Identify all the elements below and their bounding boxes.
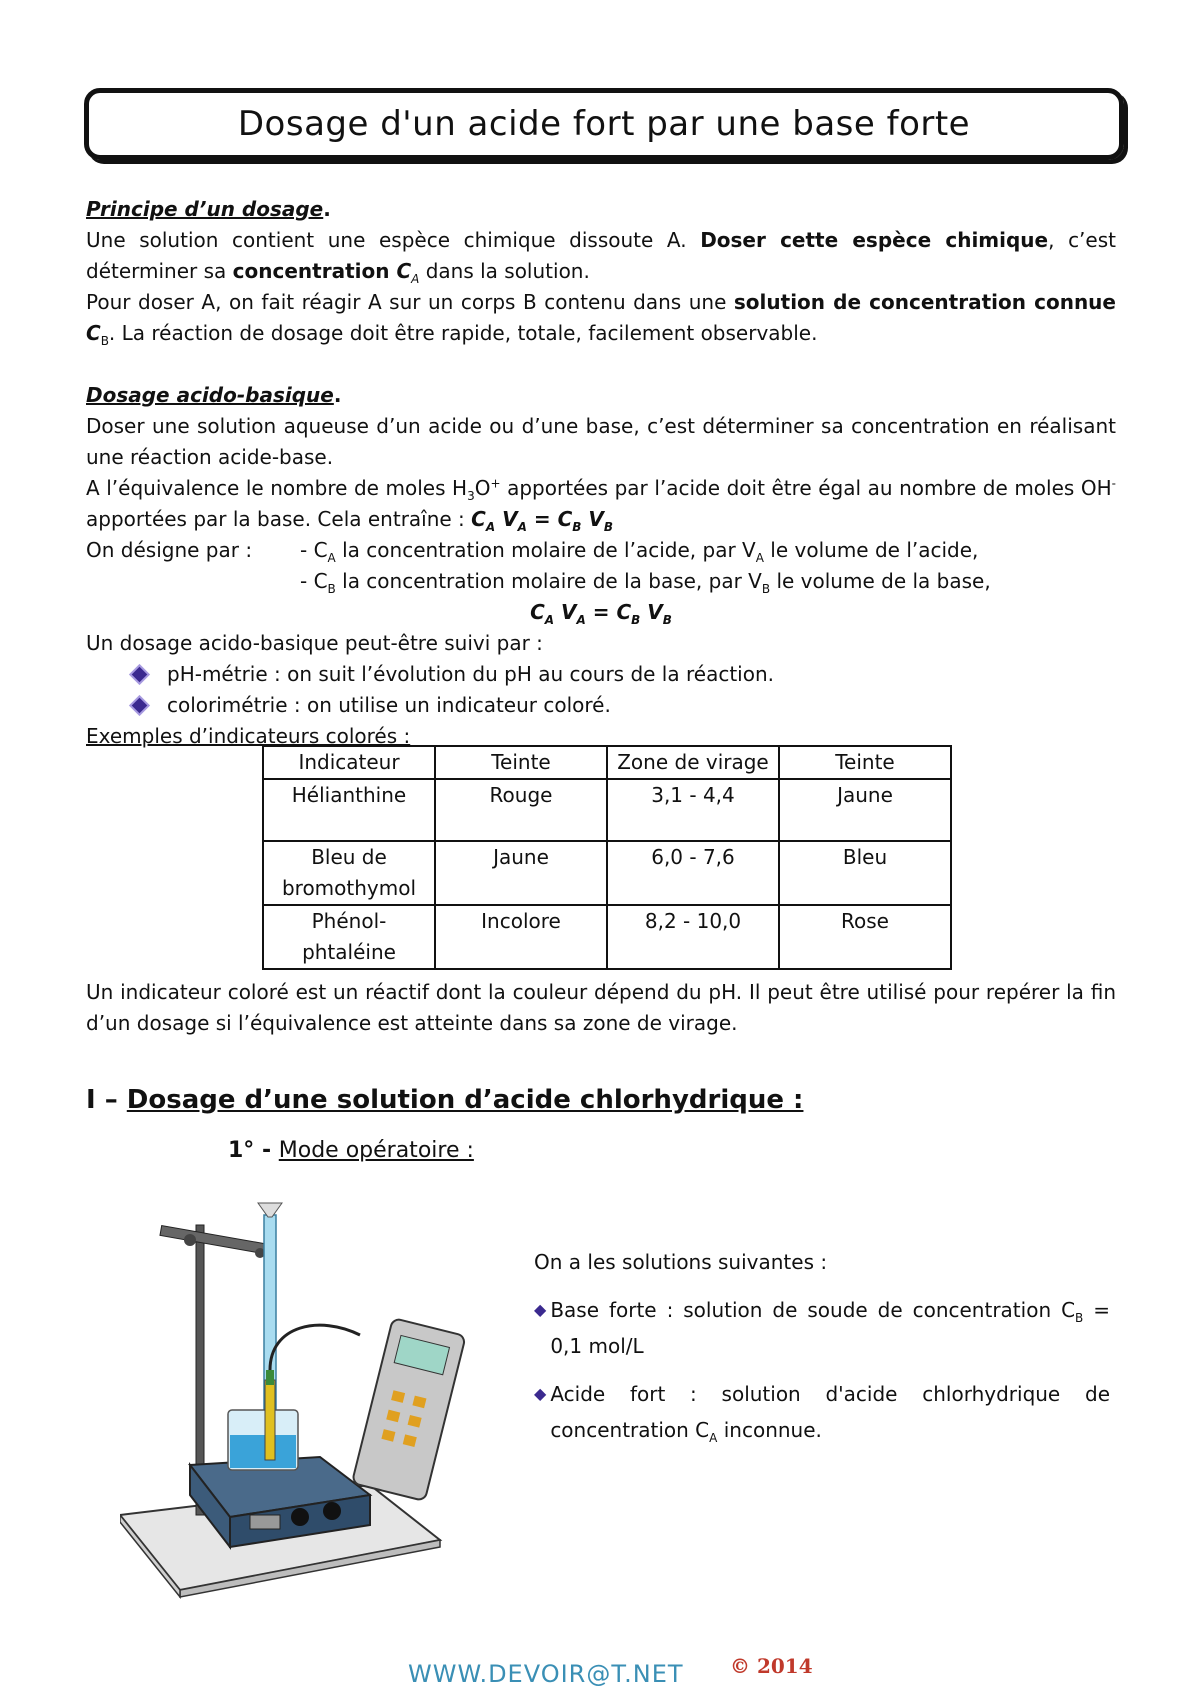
table-cell: Bleu de bromothymol — [263, 841, 435, 905]
superscript: - — [1111, 476, 1116, 491]
table-row — [263, 779, 951, 841]
table-cell: Hélianthine — [263, 779, 435, 841]
title-box — [84, 88, 1124, 160]
principe-text: dans la solution. — [419, 259, 590, 283]
table-cell: Rose — [779, 905, 951, 969]
table-row — [263, 841, 951, 905]
text: A l’équivalence le nombre de moles H — [86, 476, 468, 500]
table-header: Indicateur — [263, 746, 435, 779]
diamond-bullet-icon — [132, 698, 148, 714]
formula-centered: $C_A$ $V_A = C_B$ $V_B$ — [530, 600, 672, 627]
symbol-c: C — [396, 259, 412, 283]
text: O — [474, 476, 491, 500]
subsection-title: Mode opératoire : — [278, 1138, 474, 1163]
indicator-description: Un indicateur coloré est un réactif dont la couleur dépend du pH. Il peut être utilisé pour repérer la fin d’un dosage si l’équivalence est atteinte dans sa zone de virage. — [86, 980, 1116, 1035]
section-heading: I – Dosage d’une solution d’acide chlorhydrique : — [86, 1085, 804, 1115]
table-cell: Incolore — [435, 905, 607, 969]
table-header: Teinte — [779, 746, 951, 779]
principe-bold: concentration — [232, 259, 397, 283]
table-cell: Rouge — [435, 779, 607, 841]
acidobase-p1: Doser une solution aqueuse d’un acide ou d’une base, c’est déterminer sa concentration en réalisant une réaction acide-base. — [86, 414, 1116, 469]
page-title: Dosage d'un acide fort par une base forte — [237, 104, 971, 144]
subsection-heading: 1° - Mode opératoire : — [228, 1138, 474, 1163]
acidobase-heading: Dosage acido-basique — [86, 383, 334, 407]
principe-text: Une solution contient une espèce chimique dissoute A. — [86, 228, 701, 252]
solutions-intro: On a les solutions suivantes : — [534, 1250, 828, 1274]
principe-text: . La réaction de dosage doit être rapide, totale, facilement observable. — [108, 321, 818, 345]
solution-item: ◆ Acide fort : solution d'acide chlorhydrique de concentration $C_A$ inconnue. — [534, 1376, 1110, 1448]
footer-copyright: © 2014 — [730, 1654, 813, 1678]
principe-text: , c’est déterminer sa — [86, 228, 1116, 283]
designe-item-2: - $C_B$ la concentration molaire de la base, par $V_B$ le volume de la base, — [300, 569, 991, 596]
table-cell: Jaune — [779, 779, 951, 841]
diamond-bullet-icon: ◆ — [534, 1384, 547, 1403]
suivi-text: Un dosage acido-basique peut-être suivi par : — [86, 631, 543, 655]
table-cell: 3,1 - 4,4 — [607, 779, 779, 841]
solutions-block — [534, 1244, 1110, 1448]
principe-heading: Principe d’un dosage — [86, 197, 324, 221]
acidobase-section: Dosage acido-basique. Doser une solution aqueuse d’un acide ou d’une base, c’est déterminer sa concentration en réalisant une réaction acide-base. A l’équivalence le nombre de moles $H_3O^+$ apportées par l’acide doit être égal au nombre de moles OH- apportées par la base. Cela entraîne : $C_A$ $V_A = C_B$ $V_B$ On désigne par : - $C_A$ la concentration molaire de l’acide, par $V_A$ le volume de l’acide, - $C_B$ la concentration molaire de la base, par $V_B$ le volume de la base, $C_A$ $V_A = C_B$ $V_B$ Un dosage acido-basique peut-être suivi par : pH-métrie : on suit l’évolution du pH au cours de la réaction. colorimétrie : on utilise un indicateur coloré. Exemples d’indicateurs colorés : — [86, 383, 1116, 748]
table-cell: 8,2 - 10,0 — [607, 905, 779, 969]
table-header-row — [263, 746, 951, 779]
principe-bold: solution de concentration connue — [733, 290, 1116, 314]
diamond-bullet-icon — [132, 667, 148, 683]
symbol-c: C — [86, 321, 101, 345]
formula-inline: $C_A$ $V_A = C_B$ $V_B$ — [471, 507, 614, 534]
diamond-bullet-icon: ◆ — [534, 1300, 547, 1319]
titration-apparatus-illustration — [120, 1195, 500, 1615]
principe-text: Pour doser A, on fait réagir A sur un corps B contenu dans une — [86, 290, 734, 314]
designe-label: On désigne par : — [86, 538, 253, 562]
text: apportées par l’acide doit être égal au nombre de moles OH — [500, 476, 1112, 500]
bullet-item: colorimétrie : on utilise un indicateur coloré. — [122, 690, 1116, 721]
principe-bold: Doser cette espèce chimique — [700, 228, 1049, 252]
principe-section: Principe d’un dosage. Une solution contient une espèce chimique dissoute A. Doser cette espèce chimique, c’est déterminer sa concentration $C_A$ dans la solution. Pour doser A, on fait réagir A sur un corps B contenu dans une solution de concentration connue $C_B$. La réaction de dosage doit être rapide, totale, facilement observable. — [86, 197, 1116, 348]
solution-item: ◆ Base forte : solution de soude de concentration $C_B = 0,1$ mol/L — [534, 1292, 1110, 1364]
designe-item-1: - $C_A$ la concentration molaire de l’acide, par $V_A$ le volume de l’acide, — [300, 538, 979, 565]
section-title: Dosage d’une solution d’acide chlorhydrique : — [126, 1085, 804, 1115]
text: apportées par la base. Cela entraîne : — [86, 507, 472, 531]
table-cell: Phénol-phtaléine — [263, 905, 435, 969]
table-header: Teinte — [435, 746, 607, 779]
footer-site: WWW.DEVOIR@T.NET — [408, 1660, 684, 1688]
superscript: + — [490, 476, 501, 491]
table-cell: Bleu — [779, 841, 951, 905]
bullet-item: pH-métrie : on suit l’évolution du pH au cours de la réaction. — [122, 659, 1116, 690]
table-row — [263, 905, 951, 969]
subscript: A — [411, 272, 420, 286]
indicator-table — [262, 745, 952, 970]
subscript: 3 — [467, 489, 475, 503]
table-cell: 6,0 - 7,6 — [607, 841, 779, 905]
table-header: Zone de virage — [607, 746, 779, 779]
table-cell: Jaune — [435, 841, 607, 905]
subscript: B — [100, 334, 109, 348]
exemples-heading: Exemples d’indicateurs colorés : — [86, 724, 411, 748]
